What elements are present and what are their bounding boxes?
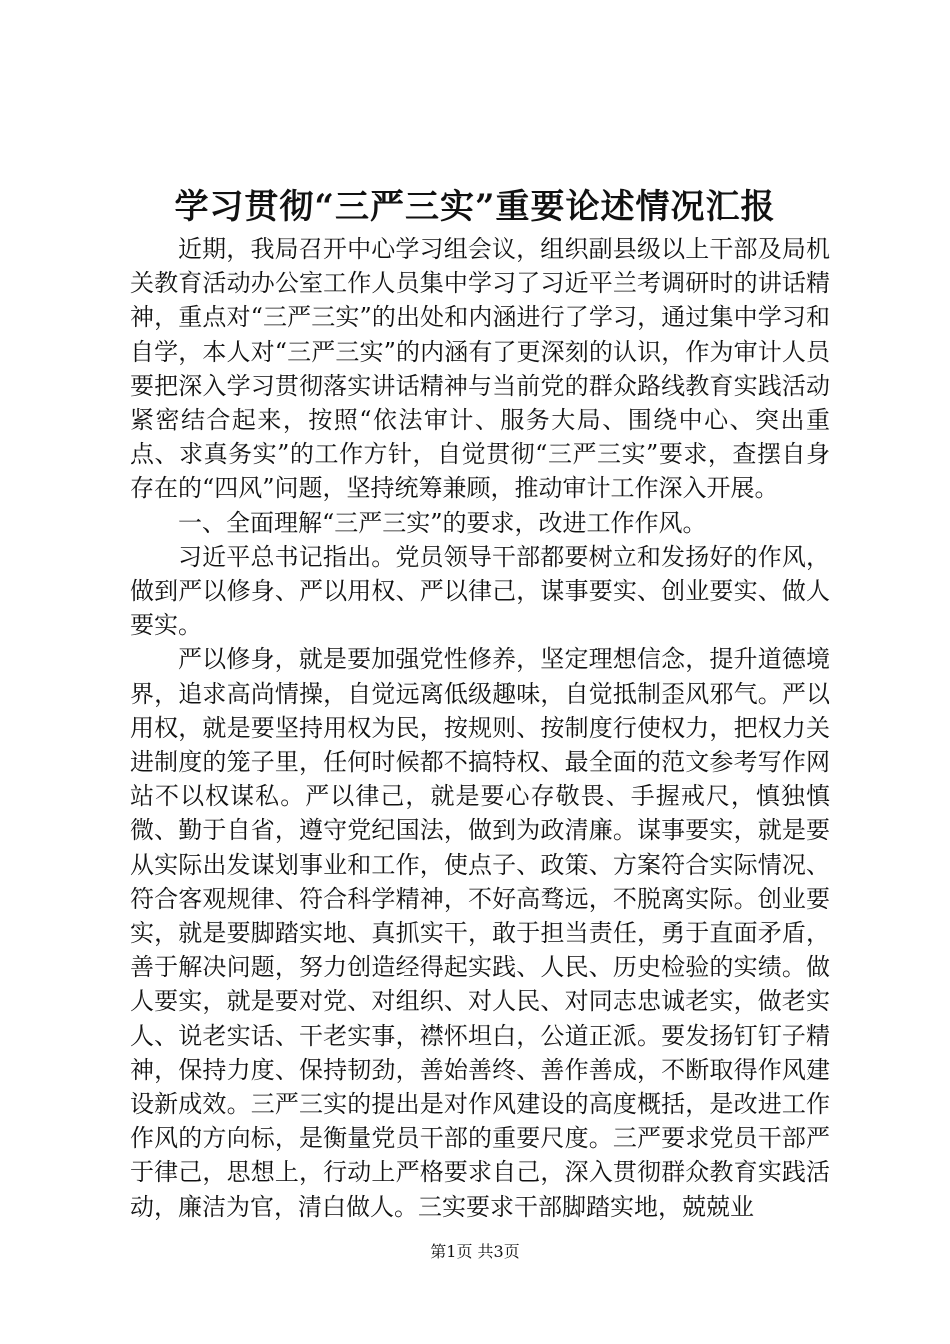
- paragraph-quote: 习近平总书记指出。党员领导干部都要树立和发扬好的作风，做到严以修身、严以用权、严以律己，谋事要实、创业要实、做人要实。: [130, 542, 830, 640]
- paragraph-intro: 近期，我局召开中心学习组会议，组织副县级以上干部及局机关教育活动办公室工作人员集中学习了习近平兰考调研时的讲话精神，重点对“三严三实”的出处和内涵进行了学习，通过集中学习和自学，本人对“三严三实”的内涵有了更深刻的认识，作为审计人员要把深入学习贯彻落实讲话精神与当前党的群众路线教育实践活动紧密结合起来，按照“依法审计、服务大局、围绕中心、突出重点、求真务实”的工作方针，自觉贯彻“三严三实”要求，查摆自身存在的“四风”问题，坚持统筹兼顾，推动审计工作深入开展。: [130, 235, 830, 503]
- paragraph-section-heading: 一、全面理解“三严三实”的要求，改进工作作风。: [178, 508, 707, 537]
- document-title: 学习贯彻“三严三实”重要论述情况汇报: [174, 187, 776, 227]
- document-body: [130, 232, 830, 1224]
- page-footer: 第1页 共3页: [430, 1242, 520, 1261]
- paragraph-explanation: 严以修身，就是要加强党性修养，坚定理想信念，提升道德境界，追求高尚情操，自觉远离低级趣味，自觉抵制歪风邪气。严以用权，就是要坚持用权为民，按规则、按制度行使权力，把权力关进制度的笼子里，任何时候都不搞特权、最全面的范文参考写作网站不以权谋私。严以律己，就是要心存敬畏、手握戒尺，慎独慎微、勤于自省，遵守党纪国法，做到为政清廉。谋事要实，就是要从实际出发谋划事业和工作，使点子、政策、方案符合实际情况、符合客观规律、符合科学精神，不好高骛远，不脱离实际。创业要实，就是要脚踏实地、真抓实干，敢于担当责任，勇于直面矛盾，善于解决问题，努力创造经得起实践、人民、历史检验的实绩。做人要实，就是要对党、对组织、对人民、对同志忠诚老实，做老实人、说老实话、干老实事，襟怀坦白，公道正派。要发扬钉钉子精神，保持力度、保持韧劲，善始善终、善作善成，不断取得作风建设新成效。三严三实的提出是对作风建设的高度概括，是改进工作作风的方向标，是衡量党员干部的重要尺度。三严要求党员干部严于律己，思想上，行动上严格要求自己，深入贯彻群众教育实践活动，廉洁为官，清白做人。三实要求干部脚踏实地，兢兢业: [130, 645, 830, 1221]
